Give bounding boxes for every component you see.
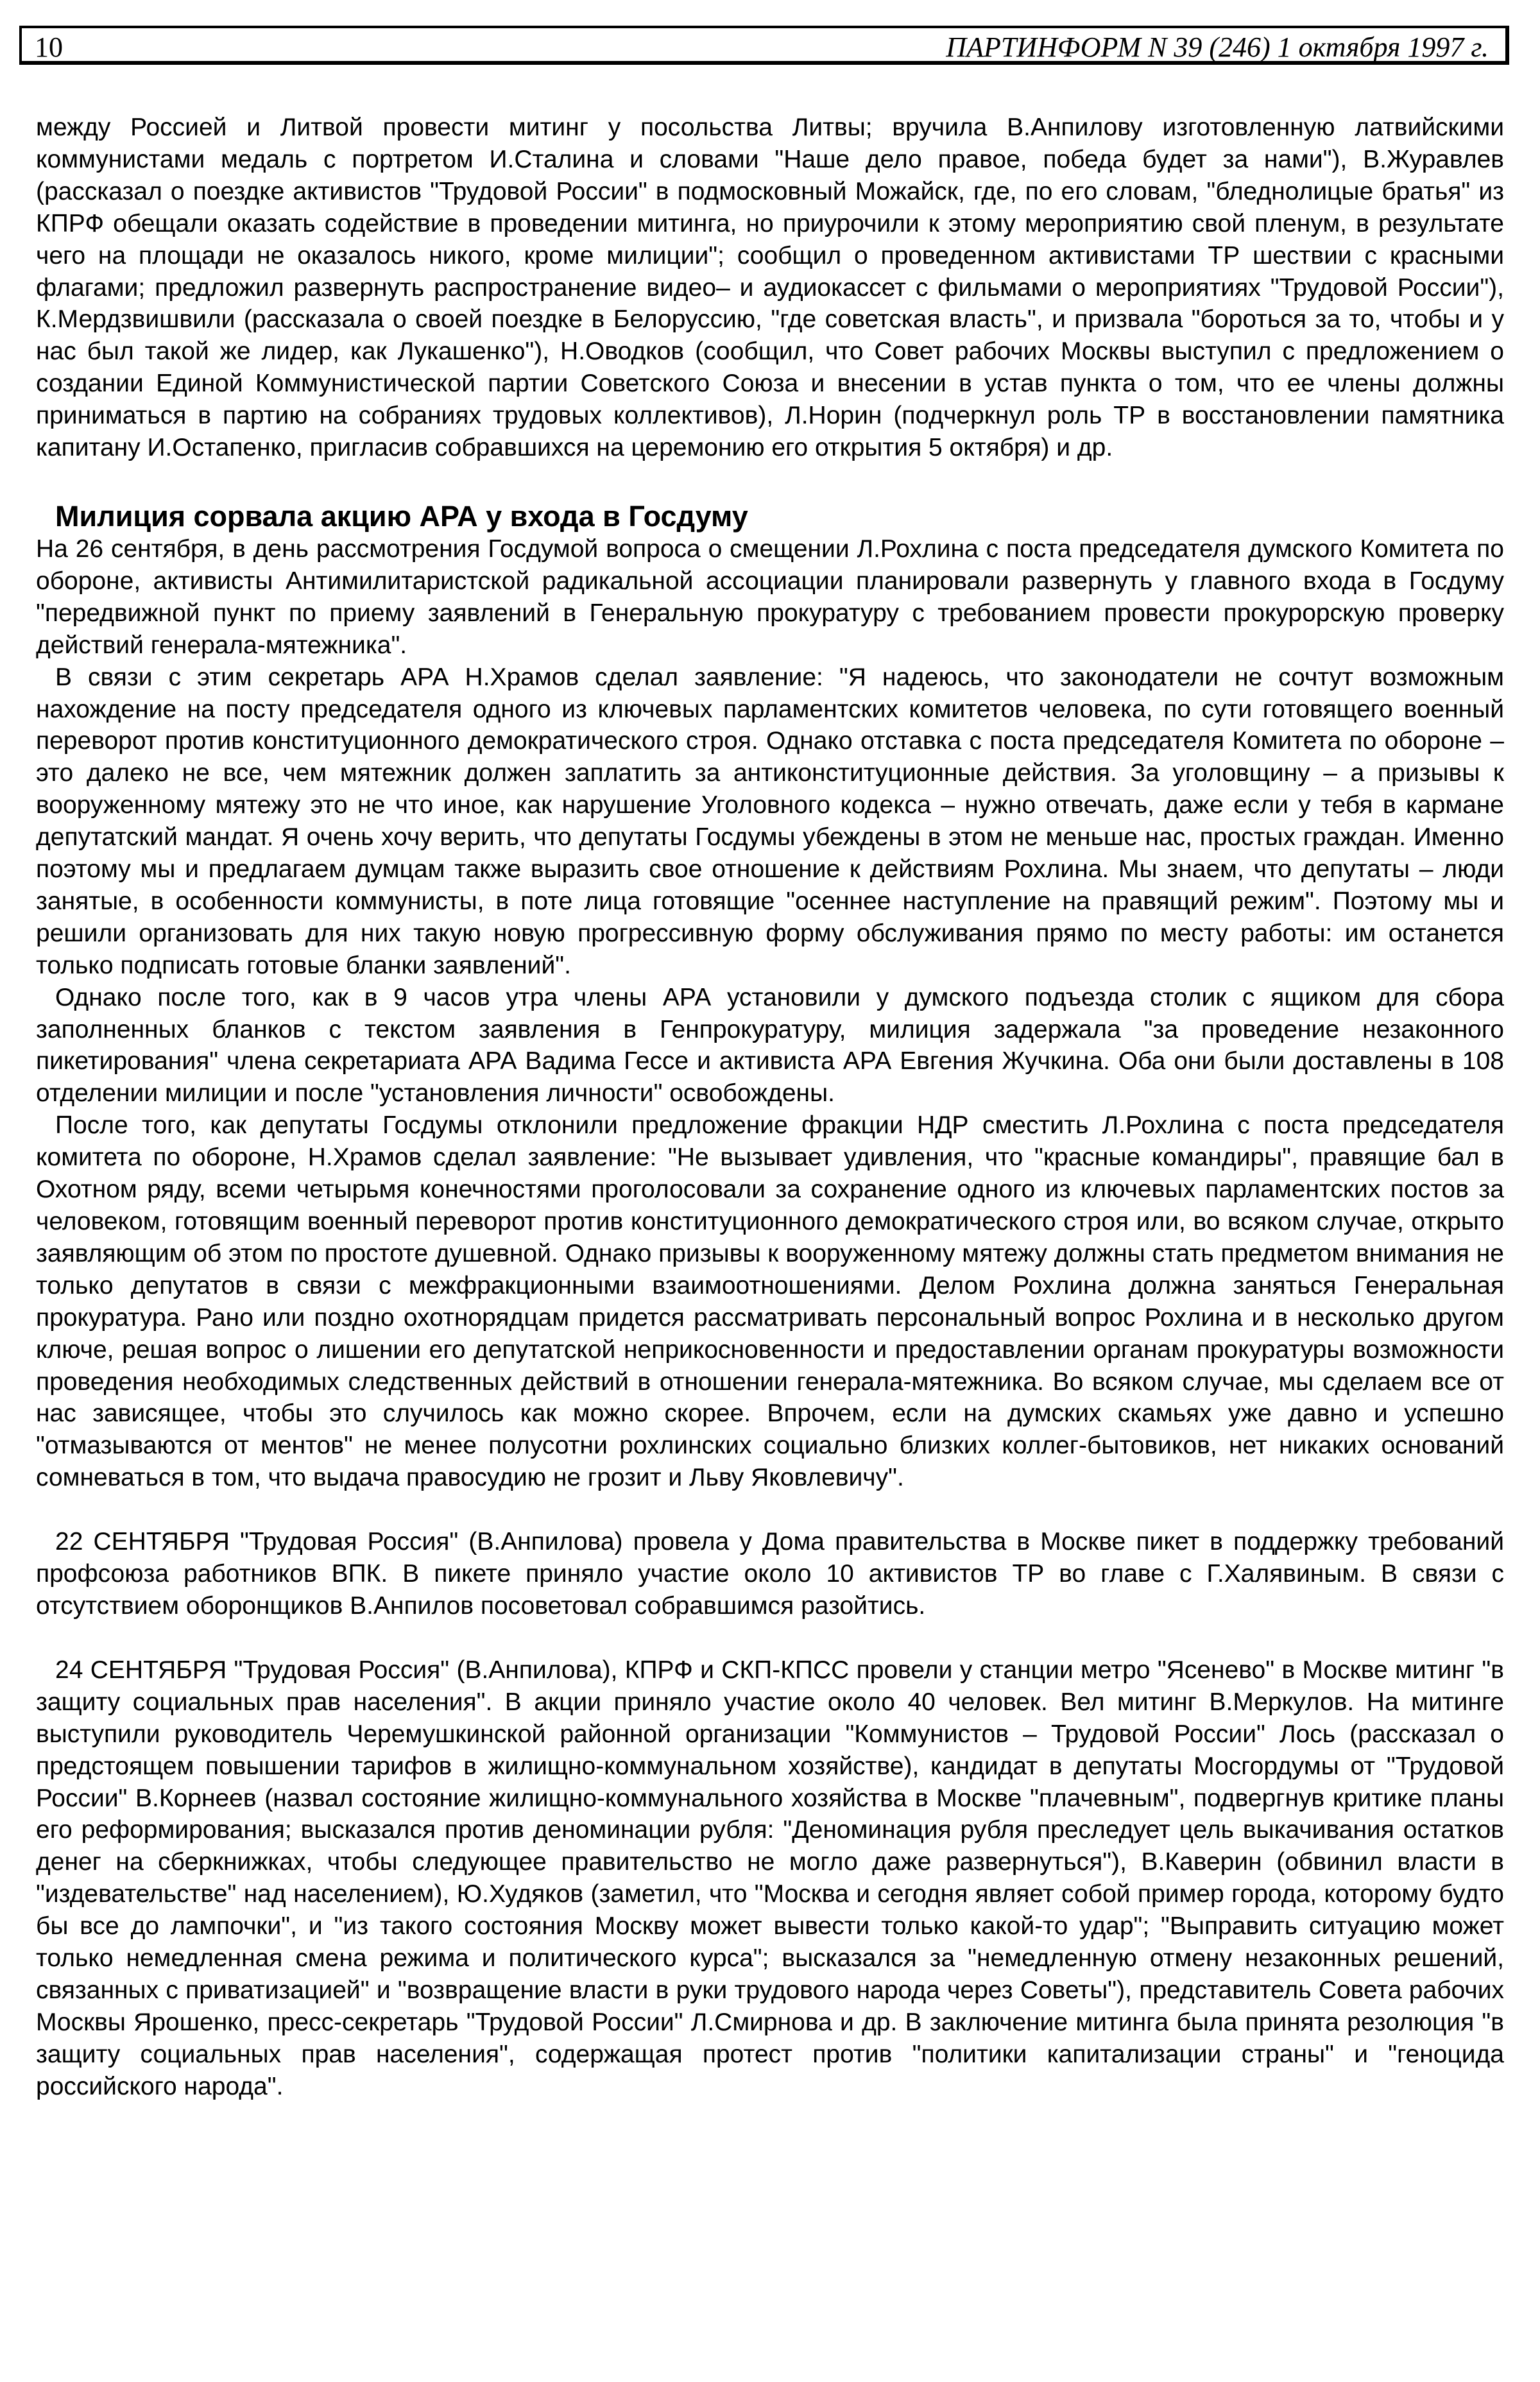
section-gap xyxy=(36,1622,1504,1654)
news-item: 22 СЕНТЯБРЯ "Трудовая Россия" (В.Анпилова) провела у Дома правительства в Москве пикет в поддержку требований профсоюза работников ВПК. В пикете приняло участие около 10 активистов ТР во главе с Г.Халявиным. В связи с отсутствием оборонщиков В.Анпилов посоветовал собравшимся разойтись. xyxy=(36,1528,1504,1620)
page-number: 10 xyxy=(35,31,63,63)
section-gap xyxy=(36,464,1504,496)
article-paragraph: В связи с этим секретарь АРА Н.Храмов сделал заявление: "Я надеюсь, что законодатели не сочтут возможным нахождение на посту председателя одного из ключевых парламентских комитетов человека, по сути готовящего военный переворот против конституционного демократического строя. Однако отставка с поста председателя Комитета по обороне – это далеко не все, чем мятежник должен заплатить за антиконституционные действия. За уголовщину – а призывы к вооруженному мятежу это не что иное, как нарушение Уголовного кодекса – нужно отвечать, даже если у тебя в кармане депутатский мандат. Я очень хочу верить, что депутаты Госдумы убеждены в этом не меньше нас, простых граждан. Именно поэтому мы и предлагаем думцам также выразить свое отношение к действиям Рохлина. Мы знаем, что депутаты – люди занятые, в особенности коммунисты, в поте лица готовящие "осеннее наступление на правящий режим". Поэтому мы и решили организовать для них такую новую прогрессивную форму обслуживания прямо по месту работы: им останется только подписать готовые бланки заявлений". xyxy=(36,663,1504,979)
article-paragraph: На 26 сентября, в день рассмотрения Госдумой вопроса о смещении Л.Рохлина с поста председателя думского Комитета по обороне, активисты Антимилитаристской радикальной ассоциации планировали развернуть у главного входа в Госдуму "передвижной пункт по приему заявлений в Генеральную прокуратуру с требованием провести прокурорскую проверку действий генерала-мятежника". xyxy=(36,535,1504,659)
section-gap xyxy=(36,1494,1504,1526)
intro-paragraph: между Россией и Литвой провести митинг у посольства Литвы; вручила В.Анпилову изготовленную латвийскими коммунистами медаль с портретом И.Сталина и словами "Наше дело правое, победа будет за нами"), В.Журавлев (рассказал о поездке активистов "Трудовой России" в подмосковный Можайск, где, по его словам, "бледнолицые братья" из КПРФ обещали оказать содействие в проведении митинга, но приурочили к этому мероприятию свой пленум, в результате чего на площади не оказалось никого, кроме милиции"; сообщил о проведенном активистами ТР шествии с красными флагами; предложил развернуть распространение видео– и аудиокассет с фильмами о мероприятиях "Трудовой России"), К.Мердзвишвили (рассказала о своей поездке в Белоруссию, "где советская власть", и призвала "бороться за то, чтобы и у нас был такой же лидер, как Лукашенко"), Н.Оводков (сообщил, что Совет рабочих Москвы выступил с предложением о создании Единой Коммунистической партии Советского Союза и внесении в устав пункта о том, что ее члены должны приниматься в партию на собраниях трудовых коллективов), Л.Норин (подчеркнул роль ТР в восстановлении памятника капитану И.Остапенко, пригласив собравшихся на церемонию его открытия 5 октября) и др. xyxy=(36,114,1504,462)
masthead: ПАРТИНФОРМ N 39 (246) 1 октября 1997 г. xyxy=(946,31,1489,63)
page-header xyxy=(19,26,1509,65)
news-item: 24 СЕНТЯБРЯ "Трудовая Россия" (В.Анпилова), КПРФ и СКП-КПСС провели у станции метро "Ясенево" в Москве митинг "в защиту социальных прав населения". В акции приняло участие около 40 человек. Вел митинг В.Меркулов. На митинге выступили руководитель Черемушкинской районной организации "Коммунистов – Трудовой России" Лось (рассказал о предстоящем повышении тарифов в жилищно-коммунальном хозяйстве), кандидат в депутаты Мосгордумы от "Трудовой России" В.Корнеев (назвал состояние жилищно-коммунального хозяйства в Москве "плачевным", подвергнув критике планы его реформирования; высказался против деноминации рубля: "Деноминация рубля преследует цель выкачивания остатков денег на сберкнижках, чтобы следующее правительство не могло даже развернуться"), В.Каверин (обвинил власти в "издевательстве" над населением), Ю.Худяков (заметил, что "Москва и сегодня являет собой пример города, которому будто бы все до лампочки", и "из такого состояния Москву может вывести только какой-то удар"; "Выправить ситуацию может только немедленная смена режима и политического курса"; высказался за "немедленную отмену незаконных решений, связанных с приватизацией" и "возвращение власти в руки трудового народа через Советы"), представитель Совета рабочих Москвы Ярошенко, пресс-секретарь "Трудовой России" Л.Смирнова и др. В заключение митинга была принята резолюция "в защиту социальных прав населения", содержащая протест против "политики капитализации страны" и "геноцида российского народа". xyxy=(36,1656,1504,2100)
article-paragraph: Однако после того, как в 9 часов утра члены АРА установили у думского подъезда столик с ящиком для сбора заполненных бланков с текстом заявления в Генпрокуратуру, милиция задержала "за проведение незаконного пикетирования" члена секретариата АРА Вадима Гессе и активиста АРА Евгения Жучкина. Оба они были доставлены в 108 отделении милиции и после "установления личности" освобождены. xyxy=(36,983,1504,1108)
page-content xyxy=(36,112,1504,2103)
article-paragraph: После того, как депутаты Госдумы отклонили предложение фракции НДР сместить Л.Рохлина с поста председателя комитета по обороне, Н.Храмов сделал заявление: "Не вызывает удивления, что "красные командиры", правящие бал в Охотном ряду, всеми четырьмя конечностями проголосовали за сохранение одного из ключевых парламентских постов за человеком, готовящим военный переворот против конституционного демократического строя или, во всяком случае, открыто заявляющим об этом по простоте душевной. Однако призывы к вооруженному мятежу должны стать предметом внимания не только депутатов в связи с межфракционными взаимоотношениями. Делом Рохлина должна заняться Генеральная прокуратура. Рано или поздно охотнорядцам придется рассматривать персональный вопрос Рохлина и в несколько другом ключе, решая вопрос о лишении его депутатской неприкосновенности и предоставлении органам прокуратуры возможности проведения необходимых следственных действий в отношении генерала-мятежника. Во всяком случае, мы сделаем все от нас зависящее, чтобы это случилось как можно скорее. Впрочем, если на думских скамьях уже давно и успешно "отмазываются от ментов" не менее полусотни рохлинских социально близких коллег-бытовиков, нет никаких оснований сомневаться в том, что выдача правосудию не грозит и Льву Яковлевичу". xyxy=(36,1111,1504,1492)
article-headline: Милиция сорвала акцию АРА у входа в Госдуму xyxy=(55,499,748,533)
